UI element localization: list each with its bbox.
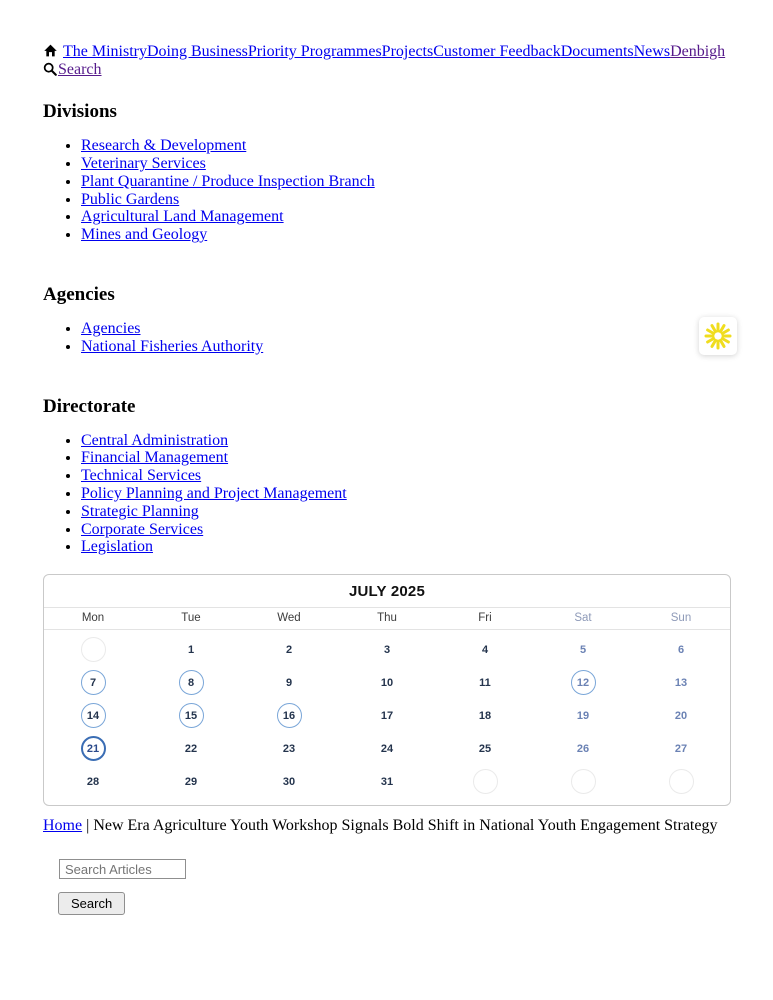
- calendar-day-header-thu: Thu: [377, 612, 397, 625]
- nav-link-the-ministry[interactable]: The Ministry: [63, 43, 147, 60]
- link-mines-and-geology[interactable]: Mines and Geology: [81, 226, 208, 244]
- calendar-cell: [436, 666, 534, 699]
- list-item: [81, 504, 731, 521]
- list-item: [81, 522, 731, 539]
- list-item: [81, 156, 731, 173]
- list-item: [81, 192, 731, 209]
- calendar: [43, 574, 731, 806]
- calendar-cell: [632, 699, 730, 732]
- calendar-day-28: 28: [86, 775, 100, 788]
- calendar-cell: [338, 633, 436, 666]
- calendar-day-6: 6: [677, 643, 685, 656]
- calendar-cell: [240, 666, 338, 699]
- calendar-cell: [632, 633, 730, 666]
- link-research-development[interactable]: Research & Development: [81, 137, 247, 155]
- calendar-day-23: 23: [282, 742, 296, 755]
- nav-link-priority-programmes[interactable]: Priority Programmes: [247, 43, 382, 60]
- calendar-day-2: 2: [285, 643, 293, 656]
- link-legislation[interactable]: Legislation: [81, 538, 153, 556]
- top-nav: [43, 43, 731, 78]
- calendar-day-12[interactable]: 12: [571, 670, 596, 695]
- section-heading-divisions: Divisions: [43, 101, 117, 123]
- list-item: [81, 138, 731, 155]
- link-strategic-planning[interactable]: Strategic Planning: [81, 502, 199, 520]
- calendar-cell: [142, 765, 240, 798]
- link-corporate-services[interactable]: Corporate Services: [81, 520, 204, 538]
- calendar-day-4: 4: [481, 643, 489, 656]
- list-item: [81, 450, 731, 467]
- calendar-cell: [436, 765, 534, 798]
- calendar-empty-day: [669, 769, 694, 794]
- calendar-day-11: 11: [479, 676, 491, 689]
- calendar-cell: [338, 666, 436, 699]
- calendar-empty-day: [81, 637, 106, 662]
- link-veterinary-services[interactable]: Veterinary Services: [81, 154, 206, 172]
- calendar-cell: [632, 732, 730, 765]
- link-financial-management[interactable]: Financial Management: [81, 449, 229, 467]
- calendar-day-16[interactable]: 16: [277, 703, 302, 728]
- calendar-day-3: 3: [383, 643, 391, 656]
- calendar-cell: [338, 732, 436, 765]
- calendar-cell: [240, 633, 338, 666]
- calendar-cell: [534, 633, 632, 666]
- calendar-day-header-sat: Sat: [574, 612, 592, 625]
- calendar-day-29: 29: [184, 775, 198, 788]
- calendar-day-header-fri: Fri: [478, 612, 492, 625]
- calendar-cell: [142, 732, 240, 765]
- calendar-day-17: 17: [380, 709, 394, 722]
- house-icon: [43, 43, 58, 58]
- section-heading-directorate: Directorate: [43, 395, 136, 417]
- sections-container: [43, 101, 731, 556]
- link-agricultural-land-management[interactable]: Agricultural Land Management: [81, 208, 284, 226]
- calendar-cell: [44, 765, 142, 798]
- calendar-cell: [44, 732, 142, 765]
- search-articles-input[interactable]: [59, 859, 186, 879]
- nav-search-link[interactable]: [43, 61, 102, 78]
- calendar-cell: [142, 666, 240, 699]
- calendar-cell: [240, 732, 338, 765]
- link-policy-planning-and-project-management[interactable]: Policy Planning and Project Management: [81, 484, 347, 502]
- calendar-day-header-tue: Tue: [181, 612, 201, 625]
- section-list: [43, 138, 731, 244]
- asterisk-burst-icon: [703, 321, 733, 351]
- link-plant-quarantine-produce-inspection-branch[interactable]: Plant Quarantine / Produce Inspection Branch: [81, 172, 375, 190]
- calendar-cell: [44, 633, 142, 666]
- calendar-cell: [44, 699, 142, 732]
- breadcrumb-article-title: New Era Agriculture Youth Workshop Signals Bold Shift in National Youth Engagement Strategy: [93, 817, 718, 835]
- calendar-cell: [240, 699, 338, 732]
- calendar-day-30: 30: [282, 775, 296, 788]
- calendar-cell: [338, 699, 436, 732]
- link-public-gardens[interactable]: Public Gardens: [81, 190, 180, 208]
- list-item: [81, 433, 731, 450]
- calendar-day-5: 5: [579, 643, 587, 656]
- list-item: [81, 209, 731, 226]
- section-divisions: [43, 101, 731, 244]
- calendar-day-13: 13: [674, 676, 688, 689]
- list-item: [81, 539, 731, 556]
- calendar-day-20: 20: [674, 709, 688, 722]
- calendar-day-10: 10: [380, 676, 394, 689]
- accessibility-widget-button[interactable]: [699, 317, 737, 355]
- calendar-day-14[interactable]: 14: [81, 703, 106, 728]
- list-item: [81, 468, 731, 485]
- section-agencies: [43, 284, 731, 356]
- calendar-cell: [142, 699, 240, 732]
- calendar-day-22: 22: [184, 742, 198, 755]
- calendar-day-24: 24: [380, 742, 394, 755]
- calendar-day-header-mon: Mon: [81, 612, 105, 625]
- nav-link-doing-business[interactable]: Doing Business: [147, 43, 248, 60]
- list-item: [81, 321, 731, 338]
- nav-links: [63, 43, 725, 60]
- nav-link-projects[interactable]: Projects: [381, 43, 434, 60]
- list-item: [81, 339, 731, 356]
- calendar-cell: [436, 699, 534, 732]
- calendar-cell: [44, 666, 142, 699]
- calendar-cell: [240, 765, 338, 798]
- section-list: [43, 433, 731, 557]
- calendar-cell: [534, 699, 632, 732]
- section-heading-agencies: Agencies: [43, 283, 115, 305]
- search-button-row: [58, 892, 731, 915]
- calendar-empty-day: [571, 769, 596, 794]
- calendar-day-header-row: [44, 608, 730, 630]
- calendar-cell: [338, 765, 436, 798]
- article-search-area: [59, 859, 731, 879]
- nav-search-label: Search: [58, 60, 102, 78]
- calendar-day-19: 19: [576, 709, 590, 722]
- nav-link-customer-feedback[interactable]: Customer Feedback: [433, 43, 561, 60]
- list-item: [81, 227, 731, 244]
- calendar-cell: [534, 765, 632, 798]
- list-item: [81, 486, 731, 503]
- calendar-cell: [142, 633, 240, 666]
- calendar-cell: [436, 732, 534, 765]
- nav-link-news[interactable]: News: [633, 43, 671, 60]
- calendar-day-21[interactable]: 21: [81, 736, 106, 761]
- calendar-day-15[interactable]: 15: [179, 703, 204, 728]
- list-item: [81, 174, 731, 191]
- calendar-day-26: 26: [576, 742, 590, 755]
- calendar-day-1: 1: [187, 643, 195, 656]
- calendar-cell: [534, 666, 632, 699]
- calendar-day-9: 9: [285, 676, 293, 689]
- calendar-day-31: 31: [380, 775, 394, 788]
- calendar-day-7[interactable]: 7: [81, 670, 106, 695]
- search-button[interactable]: Search: [58, 892, 125, 915]
- search-icon: [43, 62, 57, 76]
- link-technical-services[interactable]: Technical Services: [81, 467, 202, 485]
- calendar-day-header-wed: Wed: [277, 612, 301, 625]
- link-national-fisheries-authority[interactable]: National Fisheries Authority: [81, 337, 264, 355]
- calendar-cell: [534, 732, 632, 765]
- calendar-grid: [44, 630, 730, 805]
- calendar-day-27: 27: [674, 742, 688, 755]
- calendar-cell: [632, 666, 730, 699]
- breadcrumb: [43, 817, 731, 835]
- section-directorate: [43, 396, 731, 557]
- calendar-day-8[interactable]: 8: [179, 670, 204, 695]
- link-agencies[interactable]: Agencies: [81, 319, 141, 337]
- calendar-day-header-sun: Sun: [670, 612, 692, 625]
- calendar-cell: [632, 765, 730, 798]
- link-central-administration[interactable]: Central Administration: [81, 431, 229, 449]
- calendar-day-25: 25: [478, 742, 492, 755]
- breadcrumb-home-link[interactable]: Home: [43, 817, 83, 835]
- calendar-title: JULY 2025: [44, 575, 730, 608]
- calendar-cell: [436, 633, 534, 666]
- calendar-empty-day: [473, 769, 498, 794]
- nav-link-documents[interactable]: Documents: [560, 43, 634, 60]
- nav-home-link[interactable]: [43, 43, 62, 60]
- nav-link-denbigh[interactable]: Denbigh: [670, 43, 726, 60]
- calendar-day-18: 18: [478, 709, 492, 722]
- breadcrumb-separator: |: [86, 817, 90, 835]
- section-list: [43, 321, 731, 356]
